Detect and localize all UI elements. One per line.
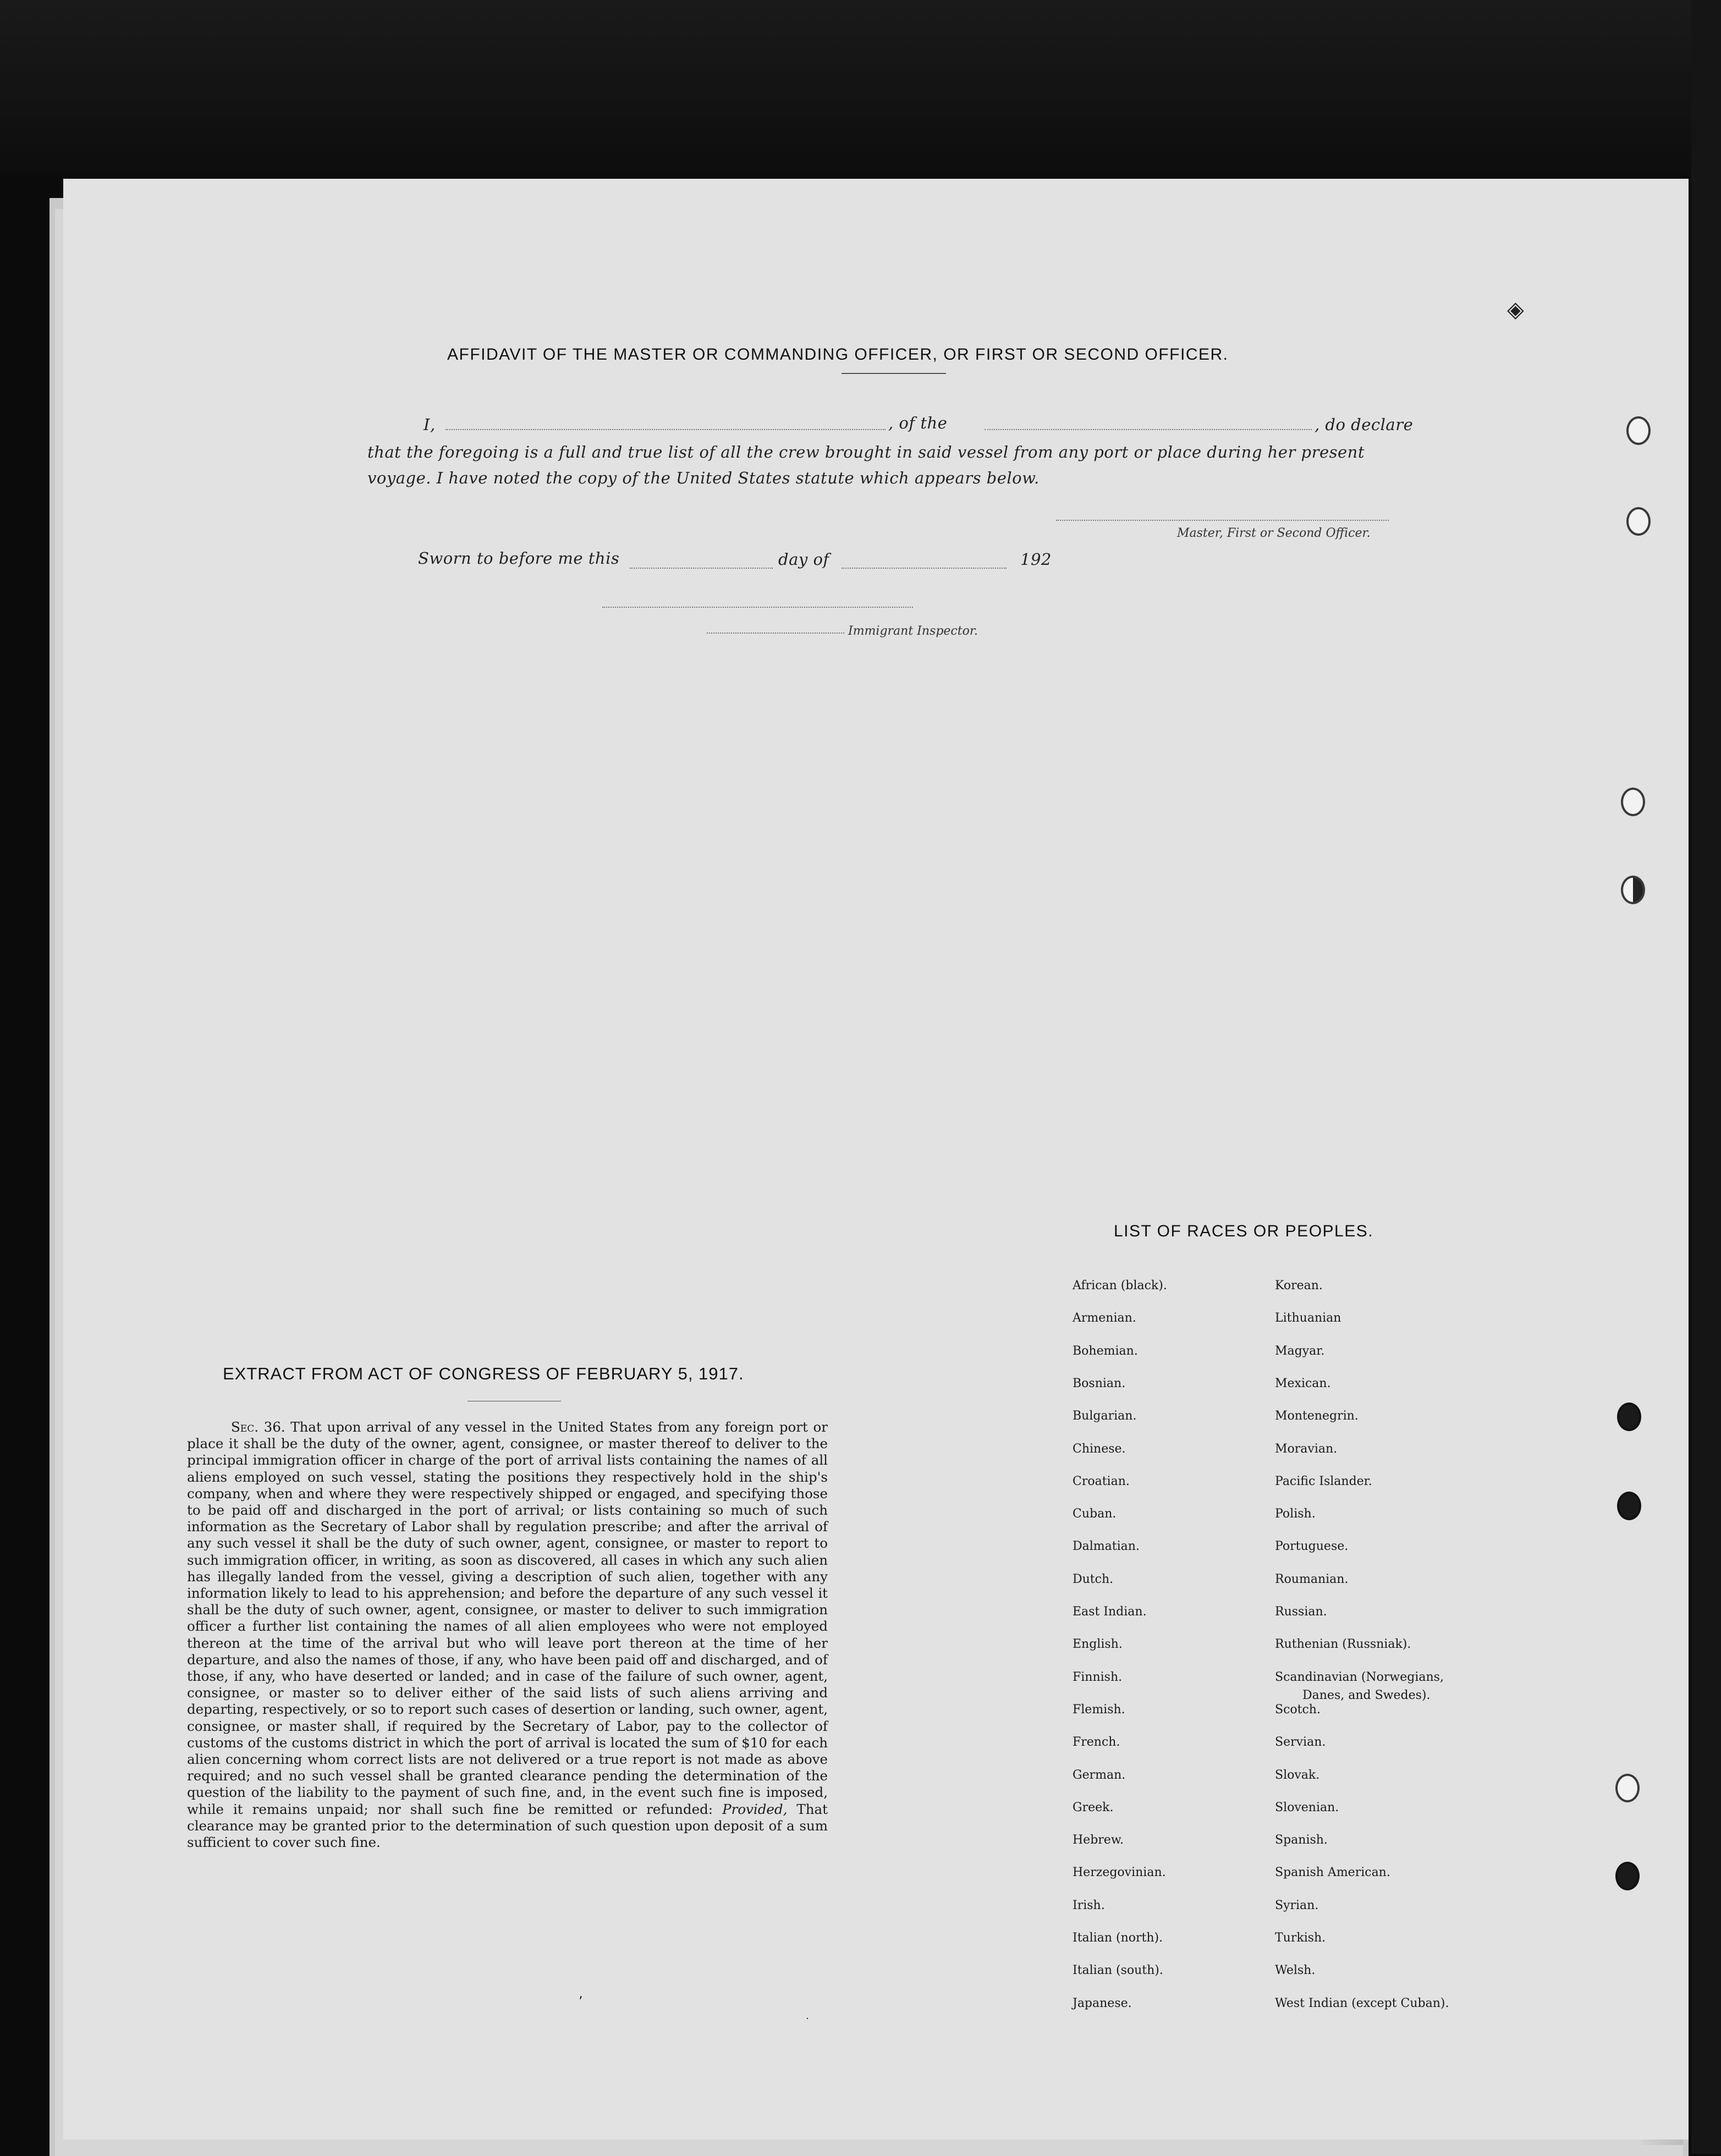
race-item: Russian. [1275, 1605, 1327, 1619]
race-item: Moravian. [1275, 1442, 1338, 1456]
ink-speck: ‚ [579, 1986, 583, 2001]
race-item: Italian (north). [1073, 1931, 1163, 1945]
race-item: Lithuanian [1275, 1311, 1341, 1326]
race-item: Syrian. [1275, 1898, 1319, 1912]
race-item: Japanese. [1073, 1996, 1132, 2010]
race-item-continuation: Danes, and Swedes). [1302, 1689, 1431, 1702]
title-underline [842, 373, 946, 374]
film-border [1691, 0, 1721, 2154]
race-item: Hebrew. [1073, 1833, 1124, 1847]
race-item: Mexican. [1275, 1376, 1331, 1390]
race-item: Bulgarian. [1073, 1409, 1137, 1423]
affidavit-i: I, [424, 415, 436, 434]
race-item: Herzegovinian. [1073, 1866, 1166, 1880]
race-item: Italian (south). [1073, 1964, 1163, 1978]
race-item: Finnish. [1073, 1670, 1123, 1684]
race-item: Slovak. [1275, 1768, 1320, 1782]
race-item: Cuban. [1073, 1507, 1117, 1521]
extract-body [187, 1419, 828, 1851]
inspector-signature-line [602, 607, 913, 608]
extract-text: That upon arrival of any vessel in the United States from any foreign port or place it shall be the duty of the owner, agent, consignee, or master thereof to deliver to the principal immigration officer in charge of the port of arrival lists containing the names of all aliens employed on such vessel, stating the positions they respectively hold in the ship's company, when and where they were respectively shipped or engaged, and specifying those to be paid off and discharged in the port of arrival; or lists containing so much of such information as the Secretary of Labor shall by regulation prescribe; and after the arrival of any such vessel it shall be the duty of such owner, agent, consignee, or master to report to such immigration officer, in writing, as soon as discovered, all cases in which any such alien has illegally landed from the vessel, giving a description of such alien, together with any information likely to lead to his apprehension; and before the departure of any such vessel it shall be the duty of such owner, agent, consignee, or master to deliver to such immigration officer a further list containing the names of all alien employees who were not employed thereon at the time of the arrival but who will leave port thereon at the time of her departure, and also the names of those, if any, who have been paid off and discharged, and of those, if any, who have deserted or landed; and in case of the failure of such owner, agent, consignee, or master so to deliver either of the said lists of such aliens arriving and departing, respectively, or so to report such cases of desertion or landing, such owner, agent, consignee, or master shall, if required by the Secretary of Labor, pay to the collector of customs of the customs district in which the port of arrival is located the sum of $10 for each alien concerning whom correct lists are not delivered or a true report is not made as above required; and no such vessel shall be granted clearance pending the determination of the question of the liability to the payment of such fine, and, in the event such fine is imposed, while it remains unpaid; nor shall such fine be remitted or refunded: [187, 1419, 828, 1817]
affidavit-line-3: voyage. I have noted the copy of the United States statute which appears below. [367, 469, 1040, 487]
signature-line [1056, 520, 1389, 521]
ink-speck: · [806, 2013, 809, 2025]
signature-label: Master, First or Second Officer. [1177, 526, 1371, 540]
race-item: German. [1073, 1768, 1126, 1782]
race-item: Roumanian. [1275, 1572, 1349, 1586]
race-item: Croatian. [1073, 1474, 1130, 1488]
affidavit-of-the: , of the [888, 414, 948, 432]
race-item: Pacific Islander. [1275, 1474, 1372, 1488]
race-item: Spanish. [1275, 1833, 1328, 1847]
extract-text-end: That clearance may be granted prior to the determination of such question upon deposit of a sum sufficient to cover such fine. [187, 1801, 828, 1851]
sworn-month-blank [842, 568, 1007, 569]
punch-hole-icon [1626, 507, 1651, 536]
facing-page-edge [0, 0, 1691, 176]
provided-word: Provided, [722, 1801, 788, 1817]
race-item: French. [1073, 1735, 1120, 1750]
race-item: Bosnian. [1073, 1376, 1126, 1390]
race-item: Turkish. [1275, 1931, 1326, 1945]
punch-hole-icon [1617, 1402, 1641, 1431]
affidavit-declare: , do declare [1315, 415, 1414, 434]
race-item: Ruthenian (Russniak). [1275, 1637, 1411, 1652]
inspector-line-2 [707, 632, 844, 634]
race-item: Chinese. [1073, 1442, 1126, 1456]
punch-hole-icon [1617, 1492, 1641, 1520]
race-item: Irish. [1073, 1898, 1105, 1912]
race-item: Bohemian. [1073, 1344, 1138, 1358]
sworn-day-of: day of [778, 550, 829, 569]
affidavit-line-2: that the foregoing is a full and true list of all the crew brought in said vessel from any port or place during her present [367, 443, 1365, 461]
race-item: Dalmatian. [1073, 1539, 1140, 1554]
punch-hole-icon [1615, 1774, 1640, 1802]
race-item: West Indian (except Cuban). [1275, 1996, 1449, 2010]
race-item: Scandinavian (Norwegians, [1275, 1670, 1444, 1684]
race-item: Scotch. [1275, 1702, 1321, 1717]
race-item: Welsh. [1275, 1964, 1316, 1978]
name-blank [446, 429, 886, 430]
race-item: Polish. [1275, 1507, 1316, 1521]
race-item: English. [1073, 1637, 1123, 1652]
race-item: Dutch. [1073, 1572, 1114, 1586]
race-item: Korean. [1275, 1279, 1323, 1292]
race-item: Spanish American. [1275, 1866, 1390, 1880]
punch-hole-icon [1626, 416, 1651, 445]
races-title: LIST OF RACES OR PEOPLES. [1114, 1222, 1374, 1240]
punch-hole-icon [1621, 788, 1645, 816]
punch-hole-icon [1615, 1862, 1640, 1890]
sworn-year: 192 [1020, 550, 1052, 569]
race-item: Flemish. [1073, 1702, 1125, 1717]
race-item: Greek. [1073, 1800, 1114, 1814]
punch-hole-icon [1621, 876, 1645, 904]
race-item: Slovenian. [1275, 1800, 1339, 1814]
race-item: Portuguese. [1275, 1539, 1349, 1554]
corner-mark-icon: ◈ [1507, 297, 1524, 322]
inspector-label: Immigrant Inspector. [848, 624, 978, 638]
race-item: Armenian. [1073, 1311, 1136, 1326]
sworn-prefix: Sworn to before me this [418, 549, 620, 568]
race-item: Montenegrin. [1275, 1409, 1359, 1423]
race-item: East Indian. [1073, 1605, 1147, 1619]
race-item: African (black). [1073, 1279, 1167, 1292]
sworn-day-blank [630, 568, 773, 569]
race-item: Servian. [1275, 1735, 1326, 1750]
section-label: Sec. 36. [231, 1419, 285, 1435]
vessel-blank [985, 429, 1312, 430]
race-item: Magyar. [1275, 1344, 1325, 1358]
affidavit-title: AFFIDAVIT OF THE MASTER OR COMMANDING OFFICER, OR FIRST OR SECOND OFFICER. [447, 345, 1229, 364]
extract-title: EXTRACT FROM ACT OF CONGRESS OF FEBRUARY 5, 1917. [223, 1364, 744, 1383]
